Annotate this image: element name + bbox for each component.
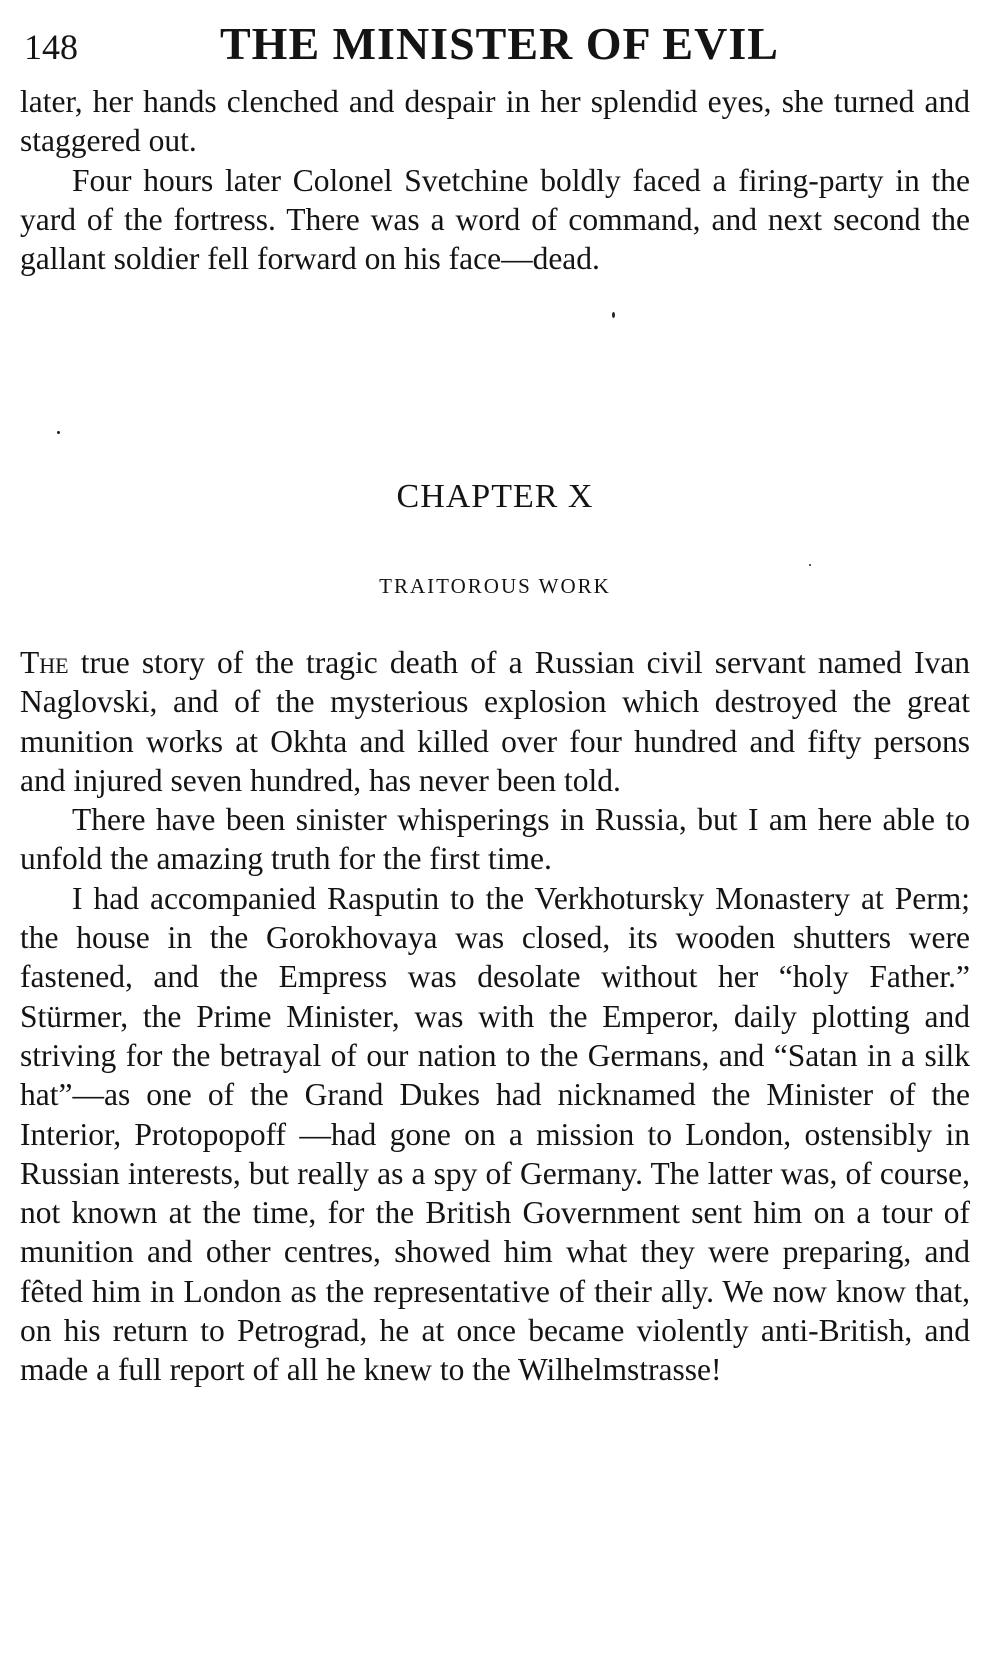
chapter-paragraph-1-text: true story of the tragic death of a Russian civil servant named Ivan Naglovski, and of the mysterious explosion which destroyed the great munition works at Okhta and killed over four hundred and fifty persons and injured seven hundred, has never been told. (20, 645, 970, 798)
page-number: 148 (24, 27, 78, 67)
chapter-number: CHAPTER X (396, 478, 594, 515)
opening-text (20, 82, 970, 278)
running-head (20, 0, 970, 80)
book-title: THE MINISTER OF EVIL (220, 18, 779, 69)
book-page (20, 0, 970, 1388)
chapter-lead-word: The (20, 645, 69, 680)
print-speck (57, 431, 60, 434)
chapter-paragraph-1 (20, 643, 970, 800)
opening-paragraph-1: later, her hands clenched and despair in her splendid eyes, she turned and staggered out. (20, 84, 970, 159)
print-speck (809, 564, 811, 566)
opening-paragraph-2: Four hours later Colonel Svetchine boldly faced a firing-party in the yard of the fortress. There was a word of command, and next second the gallant soldier fell forward on his face—dead. (20, 162, 970, 277)
chapter-title: TRAITOROUS WORK (379, 574, 611, 598)
chapter-paragraph-3: I had accompanied Rasputin to the Verkhotursky Monastery at Perm; the house in the Gorokhovaya was closed, its wooden shutters were fastened, and the Empress was desolate without her “holy Father.” Stürmer, the Prime Minister, was with the Emperor, daily plotting and striving for the betrayal of our nation to the Germans, and “Satan in a silk hat”—as one of the Grand Dukes had nicknamed the Minister of the Interior, Protopopoff —had gone on a mission to London, ostensibly in Russian interests, but really as a spy of Germany. The latter was, of course, not known at the time, for the British Government sent him on a tour of munition and other centres, showed him what they were preparing, and fêted him in London as the representative of their ally. We now know that, on his return to Petrograd, he at once became violently anti-British, and made a full report of all he knew to the Wilhelmstrasse! (20, 880, 970, 1388)
chapter-paragraph-2: There have been sinister whisperings in Russia, but I am here able to unfold the amazing truth for the first time. (20, 802, 970, 877)
chapter-body (20, 643, 970, 1390)
print-speck (612, 312, 615, 318)
